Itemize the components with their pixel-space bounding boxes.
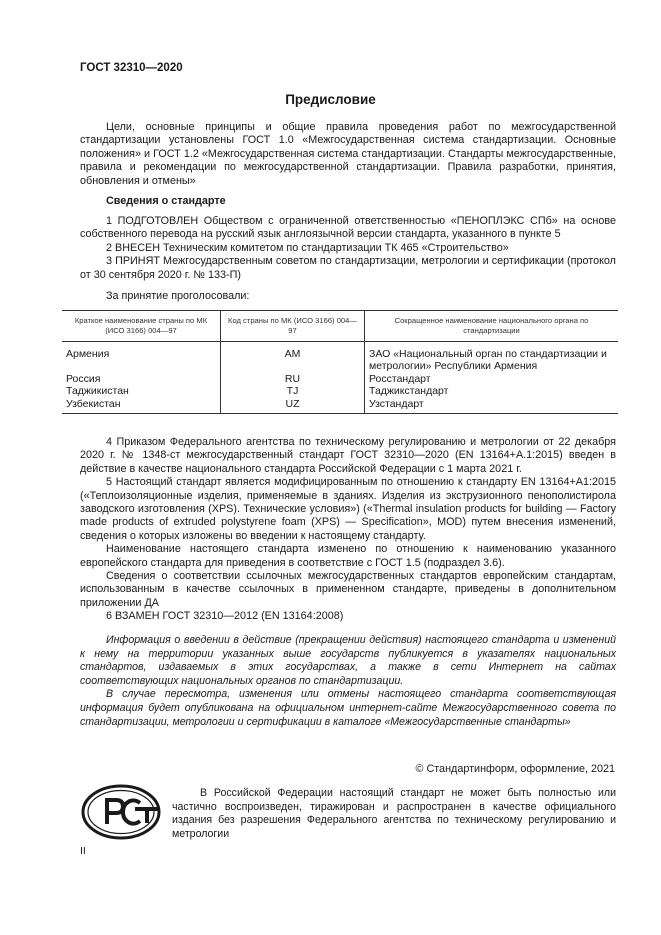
info-paragraph-1: Информация о введении в действие (прекращении действия) настоящего стандарта и изменений к нему на территории указанных выше государств публикуется в указателях национальных стандартов, издаваемых в этих государствах, а также в сети Интернет на сайтах соответствующих национальных органов по стандартизации. bbox=[80, 634, 616, 687]
code-cell: AM bbox=[221, 342, 365, 373]
rst-certification-logo-icon bbox=[80, 783, 166, 841]
item-3: 3 ПРИНЯТ Межгосударственным советом по стандартизации, метрологии и сертификации (протокол от 30 сентября 2020 г. № 133-П) bbox=[80, 255, 616, 281]
rf-notice bbox=[172, 787, 616, 841]
table-row bbox=[62, 398, 618, 414]
header-code: Код страны по МК (ИСО 3166) 004—97 bbox=[221, 311, 365, 342]
intro-section bbox=[80, 121, 616, 188]
info-notice bbox=[80, 634, 616, 729]
code-cell: UZ bbox=[221, 398, 365, 414]
copyright: © Стандартинформ, оформление, 2021 bbox=[415, 763, 615, 775]
table-row bbox=[62, 373, 618, 385]
body-cell: Росстандарт bbox=[365, 373, 619, 385]
intro-paragraph: Цели, основные принципы и общие правила проведения работ по межгосударственной стандартизации установлены ГОСТ 1.0 «Межгосударственная система стандартизации. Основные положения» и ГОСТ 1.2 «Межгосударственная система стандартизации. Стандарты межгосударственные, правила и рекомендации по межгосударственной стандартизации. Правила разработки, принятия, обновления и отмены» bbox=[80, 121, 616, 187]
body-cell: Узстандарт bbox=[365, 398, 619, 414]
item-1: 1 ПОДГОТОВЛЕН Обществом с ограниченной ответственностью «ПЕНОПЛЭКС СПб» на основе собственного перевода на русский язык англоязычной версии стандарта, указанного в пункте 5 bbox=[80, 215, 616, 241]
info-paragraph-2: В случае пересмотра, изменения или отмены настоящего стандарта соответствующая информация будет опубликована на официальном интернет-сайте Межгосударственного совета по стандартизации, метрологии и сертификации в каталоге «Межгосударственные стандарты» bbox=[80, 688, 616, 728]
country-cell: Таджикистан bbox=[66, 385, 129, 398]
subheading: Сведения о стандарте bbox=[106, 195, 226, 207]
country-cell: Узбекистан bbox=[62, 398, 221, 414]
country-cell: Россия bbox=[66, 372, 101, 385]
references-paragraph: Сведения о соответствии ссылочных межгосударственных стандартов европейским стандартам, использованным в качестве ссылочных в примененном стандарте, приведены в дополнительном приложении ДА bbox=[80, 570, 616, 609]
country-cell: Армения bbox=[66, 348, 110, 360]
table-row bbox=[62, 385, 618, 397]
item-6: 6 ВЗАМЕН ГОСТ 32310—2012 (EN 13164:2008) bbox=[106, 610, 344, 623]
body-cell: ЗАО «Национальный орган по стандартизации и метрологии» Республики Армения bbox=[365, 342, 619, 373]
voted-label: За принятие проголосовали: bbox=[106, 290, 250, 302]
document-code: ГОСТ 32310—2020 bbox=[80, 62, 183, 74]
table-row bbox=[62, 342, 618, 373]
code-cell: RU bbox=[221, 373, 365, 385]
body-cell: Таджикстандарт bbox=[365, 385, 619, 397]
item-4: 4 Приказом Федерального агентства по техническому регулированию и метрологии от 22 декабря 2020 г. № 1348-ст межгосударственный стандарт ГОСТ 32310—2020 (EN 13164+A.1:2015) введен в действие в качестве национального стандарта Российской Федерации с 1 марта 2021 г. bbox=[80, 436, 616, 475]
code-cell: TJ bbox=[221, 385, 365, 397]
vote-table bbox=[62, 310, 618, 414]
header-country: Краткое наименование страны по МК (ИСО 3166) 004—97 bbox=[62, 311, 221, 342]
vote-table-header bbox=[62, 311, 618, 342]
page-number: II bbox=[80, 845, 86, 857]
page-title: Предисловие bbox=[285, 92, 376, 107]
name-change-paragraph: Наименование настоящего стандарта изменено по отношению к наименованию указанного европейского стандарта для приведения в соответствие с ГОСТ 1.5 (подраздел 3.6). bbox=[80, 543, 616, 569]
item-2: 2 ВНЕСЕН Техническим комитетом по стандартизации ТК 465 «Строительство» bbox=[106, 241, 509, 254]
standard-info-section bbox=[80, 215, 616, 282]
adoption-section bbox=[80, 436, 616, 624]
item-5: 5 Настоящий стандарт является модифицированным по отношению к стандарту EN 13164+A1:2015 («Теплоизоляционные изделия, применяемые в зданиях. Изделия из экструзионного пенополистирола заводского изготовления (XPS). Технические условия») («Thermal insulation products for building — Factory made products of extruded polystyrene foam (XPS) — Specification», MOD) путем внесения изменений, сведения о которых изложены во введении к настоящему стандарту. bbox=[80, 476, 616, 542]
rf-notice-paragraph: В Российской Федерации настоящий стандарт не может быть полностью или частично воспроизведен, тиражирован и распространен в качестве официального издания без разрешения Федерального агентства по техническому регулированию и метрологии bbox=[172, 787, 616, 840]
header-body: Сокращенное наименование национального органа по стандартизации bbox=[365, 311, 619, 342]
